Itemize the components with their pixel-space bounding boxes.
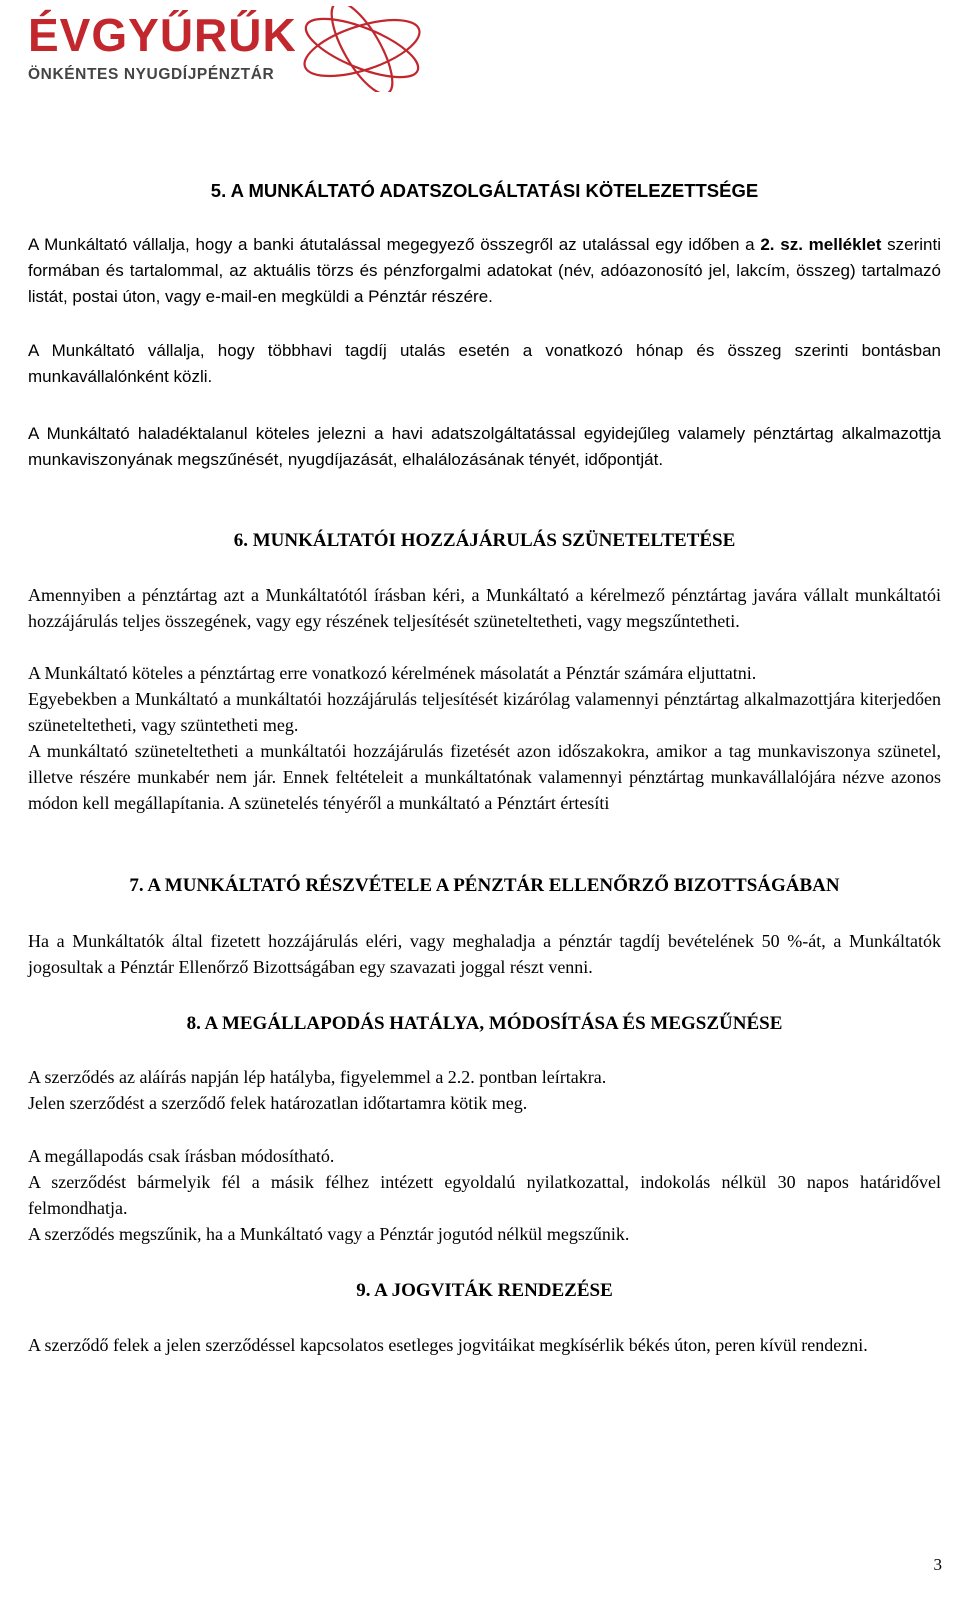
- section-5-paragraph-1: [28, 232, 941, 310]
- section-5-paragraph-3: A Munkáltató haladéktalanul köteles jelezni a havi adatszolgáltatással egyidejűleg valamely pénztártag alkalmazottja munkaviszonyának megszűnését, nyugdíjazását, elhalálozásának tényét, időpontját.: [28, 424, 941, 469]
- section-6-paragraph-4: A munkáltató szüneteltetheti a munkáltatói hozzájárulás fizetését azon időszakokra, amikor a tag munkaviszonya szünetel, illetve részére munkabér nem jár. Ennek feltételeit a munkáltatónak valamennyi pénztártag munkavállalójára nézve azonos módon kell megállapítania. A szünetelés tényéről a munkáltató a Pénztárt értesíti: [28, 741, 941, 813]
- logo-title: ÉVGYŰRŰK: [28, 9, 297, 61]
- section-8-paragraph-4: A szerződést bármelyik fél a másik félhez intézett egyoldalú nyilatkozattal, indokolás nélkül 30 napos határidővel felmondhatja.: [28, 1172, 941, 1218]
- section-8-heading: 8. A MEGÁLLAPODÁS HATÁLYA, MÓDOSÍTÁSA ÉS MEGSZŰNÉSE: [186, 1013, 783, 1034]
- section-6-heading: 6. MUNKÁLTATÓI HOZZÁJÁRULÁS SZÜNETELTETÉSE: [233, 530, 736, 551]
- section-8-paragraph-3: A megállapodás csak írásban módosítható.: [28, 1146, 335, 1166]
- section-7-heading: 7. A MUNKÁLTATÓ RÉSZVÉTELE A PÉNZTÁR ELLENŐRZŐ BIZOTTSÁGÁBAN: [129, 875, 840, 896]
- section-5-heading: 5. A MUNKÁLTATÓ ADATSZOLGÁLTATÁSI KÖTELEZETTSÉGE: [210, 180, 759, 201]
- section-8-paragraph-1: A szerződés az aláírás napján lép hatályba, figyelemmel a 2.2. pontban leírtakra.: [28, 1067, 607, 1087]
- paragraph-text: A Munkáltató vállalja, hogy a banki átutalással megegyező összegről az utalással egy időben a: [28, 235, 761, 254]
- section-8-paragraph-5: A szerződés megszűnik, ha a Munkáltató vagy a Pénztár jogutód nélkül megszűnik.: [28, 1224, 630, 1244]
- section-8-paragraph-2: Jelen szerződést a szerződő felek határozatlan időtartamra kötik meg.: [28, 1093, 528, 1113]
- section-9-paragraph-1: A szerződő felek a jelen szerződéssel kapcsolatos esetleges jogvitáikat megkísérlik békés úton, peren kívül rendezni.: [28, 1335, 868, 1355]
- section-7-paragraph-1: Ha a Munkáltatók által fizetett hozzájárulás eléri, vagy meghaladja a pénztár tagdíj bevételének 50 %-át, a Munkáltatók jogosultak a Pénztár Ellenőrző Bizottságában egy szavazati joggal részt venni.: [28, 931, 941, 977]
- section-6-paragraph-3: Egyebekben a Munkáltató a munkáltatói hozzájárulás teljesítését kizárólag valamennyi pénztártag alkalmazottjára kiterjedően szüneteltetheti, vagy szüntetheti meg.: [28, 689, 941, 735]
- logo-subtitle: ÖNKÉNTES NYUGDÍJPÉNZTÁR: [28, 66, 275, 83]
- logo: [24, 6, 424, 92]
- section-5-paragraph-2: A Munkáltató vállalja, hogy többhavi tagdíj utalás esetén a vonatkozó hónap és összeg szerinti bontásban munkavállalónként közli.: [28, 341, 941, 386]
- annex-reference: 2. sz. melléklet: [760, 235, 882, 254]
- section-6-paragraph-1: Amennyiben a pénztártag azt a Munkáltatótól írásban kéri, a Munkáltató a kérelmező pénztártag javára vállalt munkáltatói hozzájárulás teljes összegének, vagy egy részének teljesítését szüneteltetheti, vagy megszűntetheti.: [28, 585, 941, 631]
- section-6-paragraph-2: A Munkáltató köteles a pénztártag erre vonatkozó kérelmének másolatát a Pénztár számára eljuttatni.: [28, 663, 757, 683]
- paragraph-text: szerinti formában és tartalommal, az aktuális törzs és pénzforgalmi adatokat (név, adóazonosító jel, lakcím, összeg) tartalmazó listát, postai úton, vagy e-mail-en megküldi a Pénztár részére.: [28, 235, 941, 306]
- page-number: 3: [933, 1555, 942, 1574]
- section-9-heading: 9. A JOGVITÁK RENDEZÉSE: [356, 1280, 613, 1301]
